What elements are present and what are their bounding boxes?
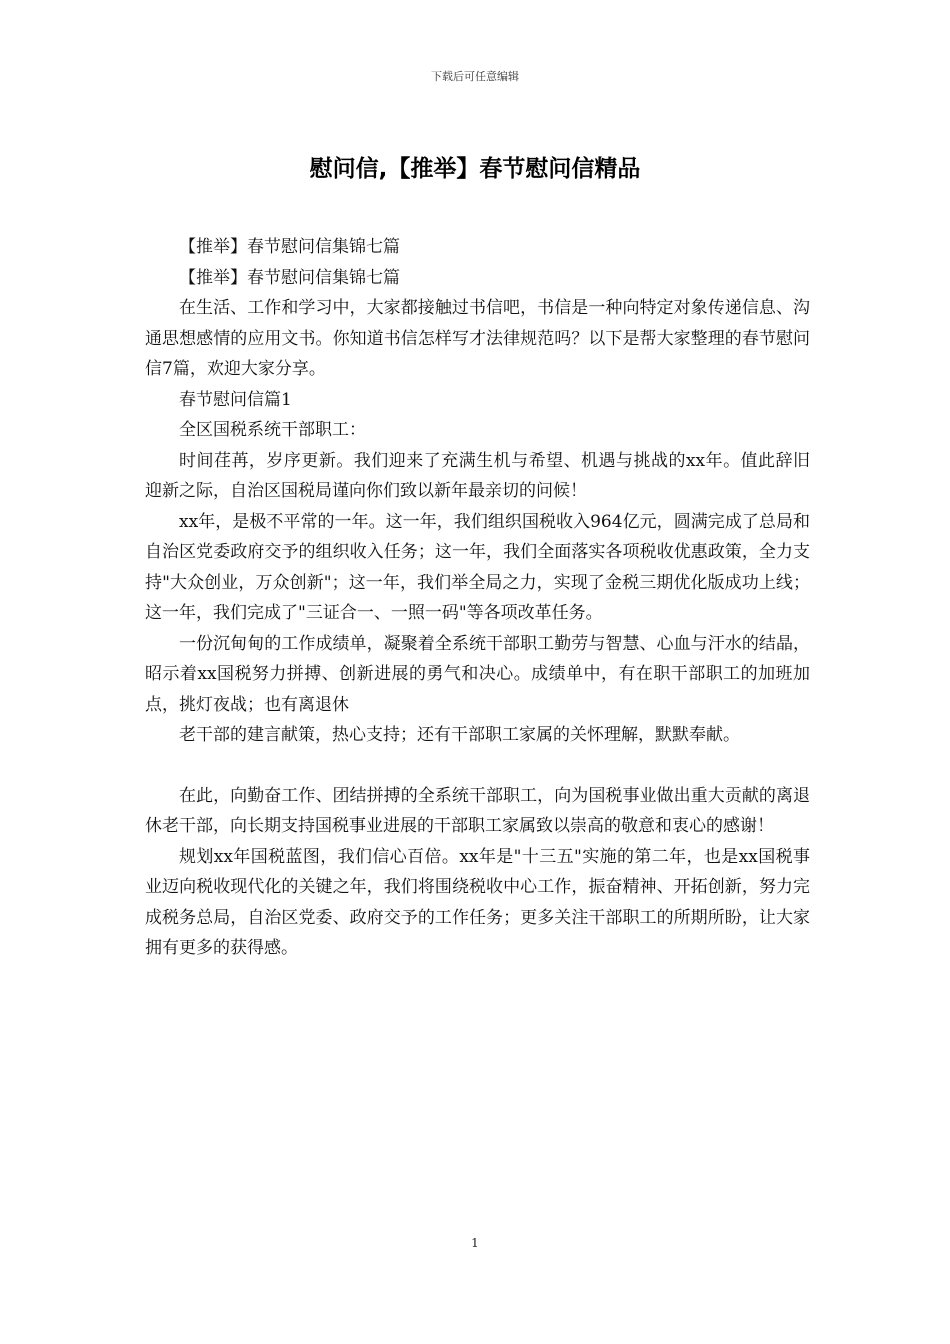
section-heading: 春节慰问信篇1 [179, 389, 292, 410]
page-number: 1 [471, 1236, 479, 1250]
paragraph-results: 一份沉甸甸的工作成绩单，凝聚着全系统干部职工勤劳与智慧、心血与汗水的结晶，昭示着xx国税努力拼搏、创新进展的勇气和决心。成绩单中，有在职干部职工的加班加点，挑灯夜战；也有离退休 [145, 633, 810, 715]
paragraph-intro: 在生活、工作和学习中，大家都接触过书信吧，书信是一种向特定对象传递信息、沟通思想感情的应用文书。你知道书信怎样写才法律规范吗？以下是帮大家整理的春节慰问信7篇，欢迎大家分享。 [145, 298, 810, 379]
paragraph-achievements: xx年，是极不平常的一年。这一年，我们组织国税收入964亿元，圆满完成了总局和自治区党委政府交予的组织收入任务；这一年，我们全面落实各项税收优惠政策，全力支持"大众创业，万众创新"；这一年，我们举全局之力，实现了金税三期优化版成功上线；这一年，我们完成了"三证合一、一照一码"等各项改革任务。 [145, 511, 810, 623]
salutation: 全区国税系统干部职工： [179, 420, 366, 440]
paragraph-greeting: 时间荏苒，岁序更新。我们迎来了充满生机与希望、机遇与挑战的xx年。值此辞旧迎新之际，自治区国税局谨向你们致以新年最亲切的问候！ [145, 450, 810, 501]
paragraph-subtitle-1: 【推举】春节慰问信集锦七篇 [179, 237, 400, 257]
paragraph-subtitle-2: 【推举】春节慰问信集锦七篇 [179, 267, 400, 288]
document-title: 慰问信,【推举】春节慰问信精品 [309, 156, 641, 182]
paragraph-plan: 规划xx年国税蓝图，我们信心百倍。xx年是"十三五"实施的第二年，也是xx国税事业迈向税收现代化的关键之年，我们将围绕税收中心工作，振奋精神、开拓创新，努力完成税务总局，自治区党委、政府交予的工作任务；更多关注干部职工的所期所盼，让大家拥有更多的获得感。 [145, 846, 810, 958]
document-body [145, 232, 810, 964]
page-header: 下载后可任意编辑 [431, 70, 519, 83]
paragraph-thanks: 在此，向勤奋工作、团结拼搏的全系统干部职工，向为国税事业做出重大贡献的离退休老干部，向长期支持国税事业进展的干部职工家属致以崇高的敬意和衷心的感谢！ [145, 785, 810, 836]
paragraph-retirees: 老干部的建言献策，热心支持；还有干部职工家属的关怀理解，默默奉献。 [179, 725, 740, 745]
